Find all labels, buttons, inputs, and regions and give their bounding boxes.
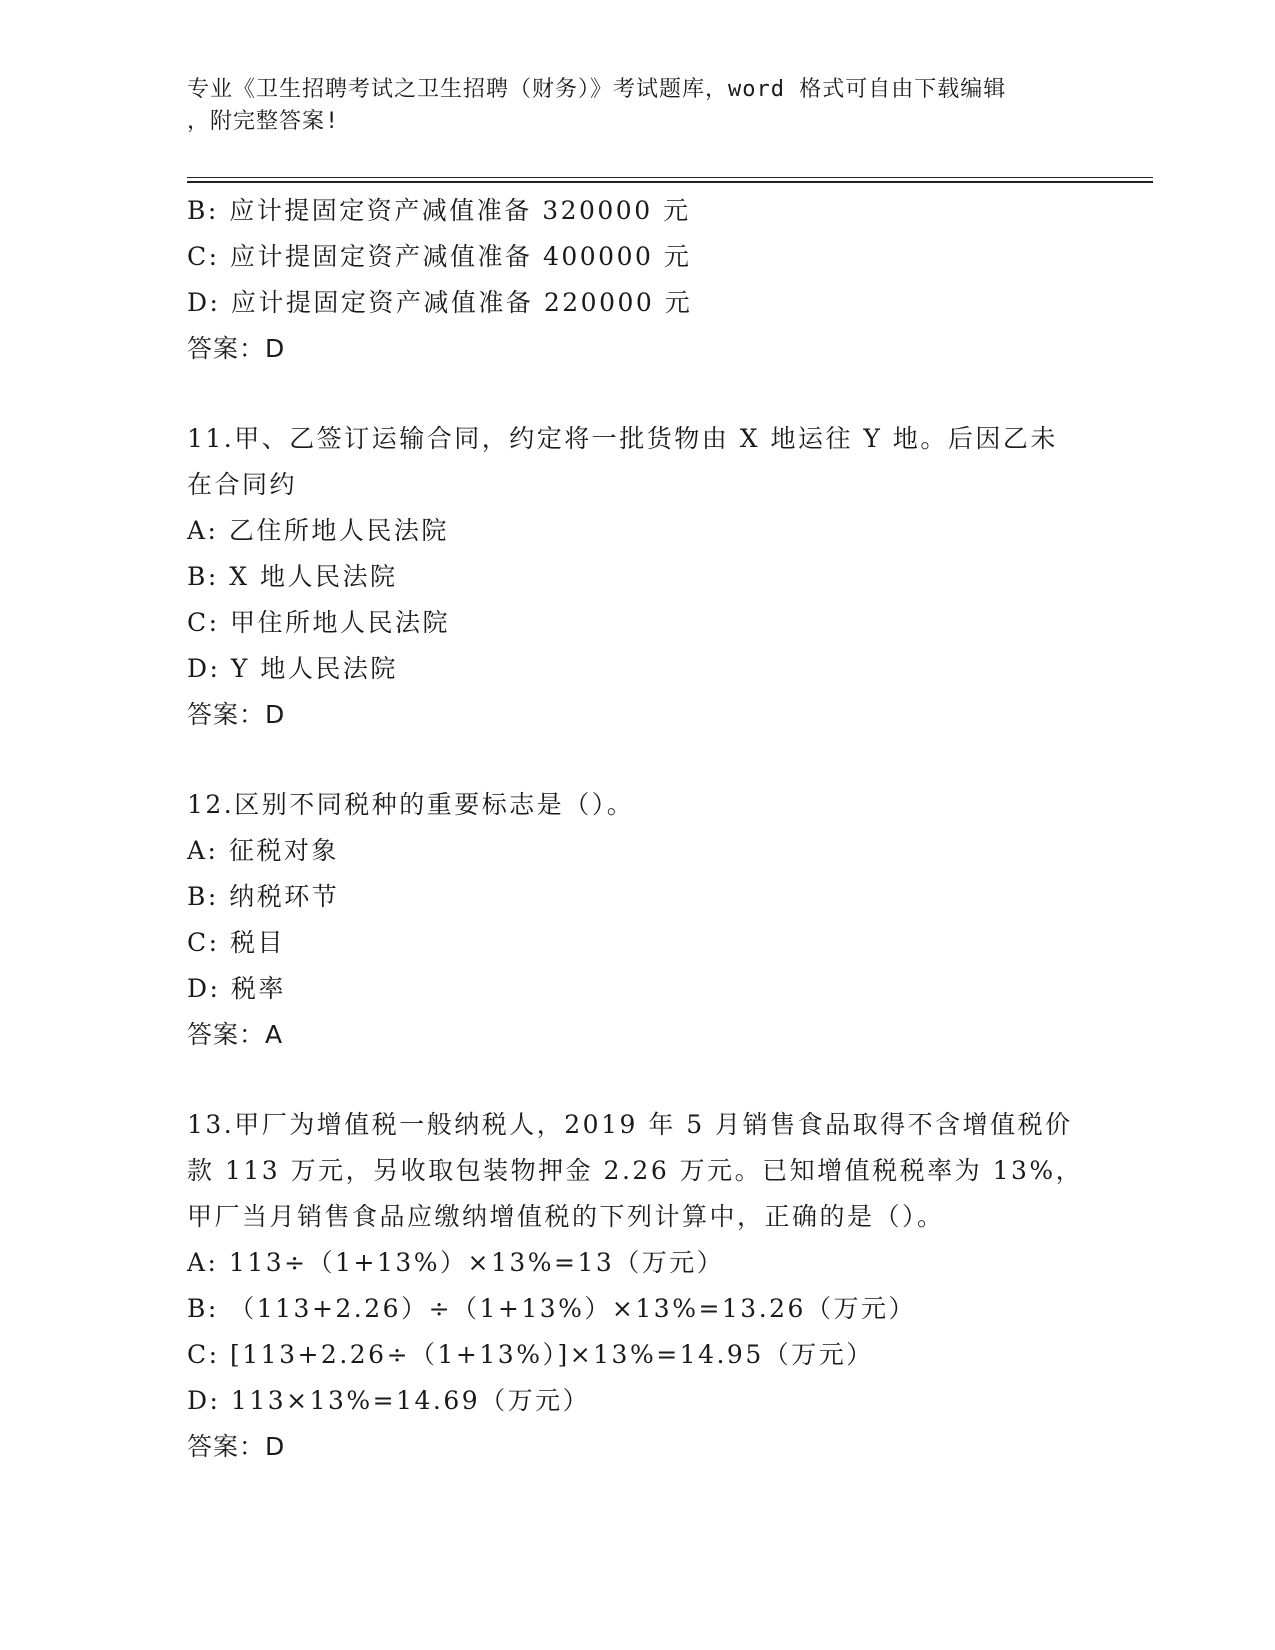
option-b: B: X 地人民法院	[187, 562, 398, 591]
option-d: D: Y 地人民法院	[187, 654, 398, 683]
document-header	[187, 74, 1067, 138]
option-c: C: 应计提固定资产减值准备 400000 元	[187, 242, 692, 271]
option-a: A: 乙住所地人民法院	[187, 516, 449, 545]
header-divider-thin	[187, 177, 1153, 178]
question-stem-cont: 款 113 万元，另收取包装物押金 2.26 万元。已知增值税税率为 13%，	[187, 1156, 1084, 1185]
option-c: C: 税目	[187, 928, 285, 957]
option-c: C: [113+2.26÷（1+13%）]×13%=14.95（万元）	[187, 1340, 874, 1369]
answer: 答案：D	[187, 334, 286, 363]
option-d: D: 应计提固定资产减值准备 220000 元	[187, 288, 693, 317]
question-11	[187, 416, 1067, 738]
question-stem: 13.甲厂为增值税一般纳税人，2019 年 5 月销售食品取得不含增值税价	[187, 1110, 1073, 1139]
option-c: C: 甲住所地人民法院	[187, 608, 450, 637]
question-10	[187, 188, 1067, 372]
option-b: B: 应计提固定资产减值准备 320000 元	[187, 196, 691, 225]
question-stem: 11.甲、乙签订运输合同，约定将一批货物由 X 地运往 Y 地。后因乙未	[187, 424, 1058, 453]
question-stem-cont: 在合同约	[187, 470, 298, 499]
option-d: D: 税率	[187, 974, 286, 1003]
header-line-1: 专业《卫生招聘考试之卫生招聘（财务）》考试题库，word 格式可自由下载编辑	[187, 77, 1007, 102]
question-12	[187, 782, 1067, 1058]
option-a: A: 113÷（1+13%）×13%=13（万元）	[187, 1248, 725, 1277]
answer: 答案：D	[187, 700, 286, 729]
question-13	[187, 1102, 1084, 1470]
question-stem-cont: 甲厂当月销售食品应缴纳增值税的下列计算中，正确的是（）。	[187, 1202, 945, 1231]
answer: 答案：A	[187, 1020, 284, 1049]
header-divider-thick	[187, 181, 1153, 183]
option-d: D: 113×13%=14.69（万元）	[187, 1386, 591, 1415]
option-b: B: （113+2.26）÷（1+13%）×13%=13.26（万元）	[187, 1294, 916, 1323]
question-list	[187, 188, 1084, 1470]
answer: 答案：D	[187, 1432, 286, 1461]
option-a: A: 征税对象	[187, 836, 339, 865]
question-stem: 12.区别不同税种的重要标志是（）。	[187, 790, 635, 819]
option-b: B: 纳税环节	[187, 882, 340, 911]
header-line-2: ，附完整答案!	[187, 109, 340, 134]
